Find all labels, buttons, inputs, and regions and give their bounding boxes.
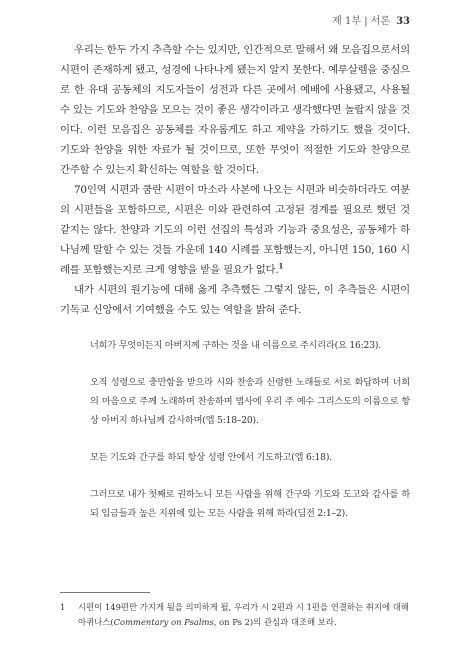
page-body <box>60 40 410 541</box>
scripture-quotes <box>60 336 410 523</box>
quote-john-16-23: 너희가 무엇이든지 아버지께 구하는 것을 내 이름으로 주시리라(요 16:23). <box>90 340 381 351</box>
running-header <box>332 12 410 27</box>
footnote-divider <box>60 592 150 593</box>
quote-1tim-2-1-2: 그러므로 내가 첫째로 권하노니 모든 사람을 위해 간구와 기도와 도고와 감사를 하되 임금들과 높은 지위에 있는 모든 사람을 위해 하라(딤전 2:1–2). <box>90 489 410 519</box>
paragraph-3: 내가 시편의 원기능에 대해 옳게 추측했든 그렇지 않든, 이 추측들은 시편이 기독교 신앙에서 기여했을 수도 있는 역할을 밝혀 준다. <box>60 284 410 316</box>
header-section: 제 1부 | 서론 <box>332 16 391 27</box>
footnote <box>60 600 410 630</box>
footnote-text-before: 시편이 149편만 가지게 됨을 의미하게 될, 우리가 시 2편과 시 1편을 연결하는 취지에 대해 아퀴나스( <box>78 602 409 627</box>
paragraph-2-text: 70인역 시편과 쿰란 시편이 마소라 사본에 나오는 시편과 비슷하더라도 여분의 시편들을 포함하므로, 시편은 이와 관련하여 고정된 경계를 필요로 했던 것 같지는 않다. 찬양과 기도의 이런 선집의 특성과 기능과 중요성은, 공동체가 하나님께 말할 수 있는 것들 가운데 140 시례를 포함했는지, 아니면 150, 160 시례를 포함했는지로 크게 영향을 받을 필요가 없다. <box>60 184 410 276</box>
footnote-book-title: Commentary on Psalms <box>113 617 214 627</box>
footnote-number: 1 <box>60 602 66 612</box>
paragraph-2 <box>60 180 410 280</box>
quote-eph-6-18: 모든 기도와 간구를 하되 항상 성령 안에서 기도하고(엡 6:18). <box>90 452 332 463</box>
footnote-reference[interactable]: 1 <box>278 261 284 271</box>
page-number: 33 <box>396 16 410 27</box>
quote-eph-5-18-20: 오직 성령으로 충만함을 받으라 시와 찬송과 신령한 노래들로 서로 화답하며 너희의 마음으로 주께 노래하며 찬송하며 범사에 우리 주 예수 그리스도의 이름으로 항상 아버지 하나님께 감사하며(엡 5:18–20). <box>90 377 410 426</box>
footnote-text <box>78 600 410 630</box>
paragraph-1: 우리는 한두 가지 추측할 수는 있지만, 인간적으로 말해서 왜 모음집으로서의 시편이 존재하게 됐고, 성경에 나타나게 됐는지 알지 못한다. 예루살렘을 중심으로 한 유대 공동체의 지도자들이 성전과 다른 곳에서 예배에 사용됐고, 사용될 수 있는 기도와 찬양을 모으는 것이 좋은 생각이라고 생각했다면 놀랍지 않을 것이다. 이런 모음집은 공동체를 자유롭게도 하고 제약을 가하기도 했을 것이다. 기도와 찬양을 위한 자료가 될 것이므로, 또한 무엇이 적절한 기도와 찬양으로 간주할 수 있는지 확신하는 역할을 할 것이다. <box>60 44 410 176</box>
footnote-text-after: , on Ps 2)의 관심과 대조해 보라. <box>213 617 337 627</box>
